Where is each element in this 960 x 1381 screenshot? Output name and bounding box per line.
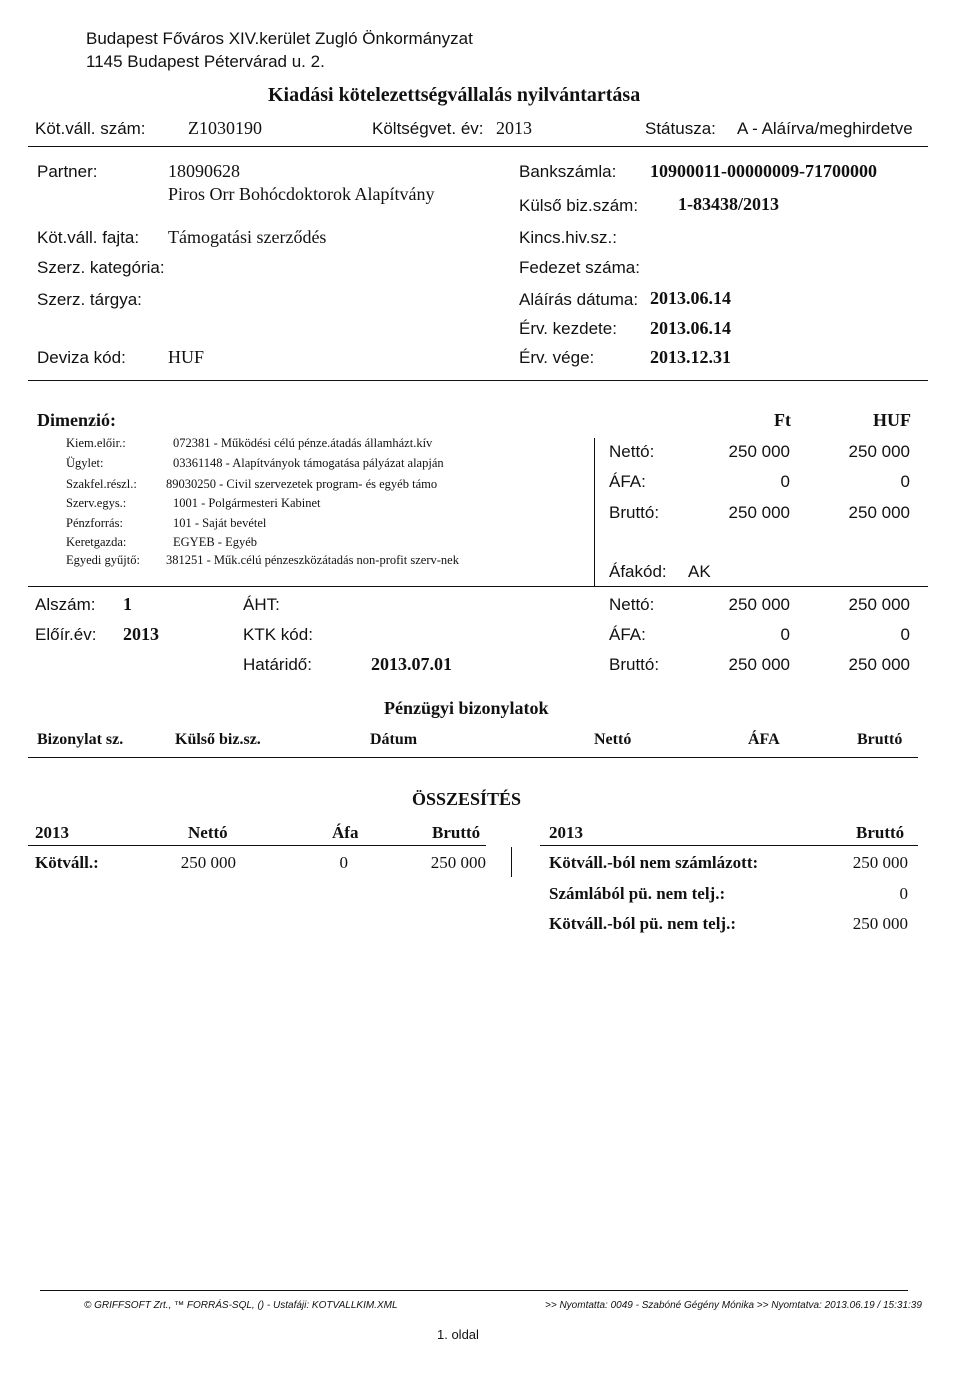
aht-label: ÁHT: [243, 595, 280, 614]
koltsegvet-ev-label: Költségvet. év: [372, 119, 484, 138]
osz-kotvall-netto: 250 000 [180, 853, 236, 872]
header-divider [28, 146, 928, 147]
erv-vege-value: 2013.12.31 [650, 347, 731, 367]
alszam-brutto-label: Bruttó: [609, 655, 660, 674]
dim-value-6: 381251 - Műk.célú pénzeszközátadás non-profit szerv-nek [166, 553, 459, 567]
osz-right-year: 2013 [549, 823, 583, 842]
statusza-label: Státusza: [645, 119, 716, 138]
bankszamla-label: Bankszámla: [519, 162, 617, 181]
penzugyi-divider [28, 757, 918, 758]
col-afa: ÁFA [748, 731, 780, 748]
koltsegvet-ev-value: 2013 [496, 118, 532, 138]
kulso-value: 1-83438/2013 [678, 194, 779, 214]
dim-value-1: 03361148 - Alapítványok támogatása pályázat alapján [173, 456, 444, 470]
col-kulso: Külső biz.sz. [175, 731, 261, 748]
osz-row1-value: 0 [899, 884, 908, 903]
erv-vege-label: Érv. vége: [519, 348, 595, 367]
osszesites-title: ÖSSZESÍTÉS [412, 789, 522, 809]
osz-left-afa-head: Áfa [332, 823, 359, 842]
deviza-label: Deviza kód: [37, 348, 126, 367]
col-datum: Dátum [370, 731, 418, 748]
alszam-label: Alszám: [35, 595, 96, 614]
kotvall-szam-value: Z1030190 [188, 118, 262, 138]
dimenzio-divider [28, 586, 928, 587]
kulso-label: Külső biz.szám: [519, 196, 639, 215]
huf-header: HUF [873, 410, 911, 430]
dim-netto-ft: 250 000 [728, 442, 790, 461]
osz-right-divider [540, 845, 918, 846]
org-name: Budapest Főváros XIV.kerület Zugló Önkormányzat [86, 29, 473, 48]
dim-value-5: EGYEB - Egyéb [173, 535, 258, 549]
dim-brutto-ft: 250 000 [728, 503, 790, 522]
footer-software: © GRIFFSOFT Zrt., ™ FORRÁS-SQL, () - Ustafáji: KOTVALLKIM.XML [84, 1300, 398, 1311]
eloir-label: Előír.év: [35, 625, 97, 644]
osz-left-brutto-head: Bruttó [432, 823, 481, 842]
footer-printed: >> Nyomtatta: 0049 - Szabóné Gégény Mónika >> Nyomtatva: 2013.06.19 / 15:31:39 [545, 1300, 922, 1311]
alszam-value: 1 [123, 594, 132, 614]
dim-afa-huf: 0 [900, 472, 910, 491]
osz-row0-value: 250 000 [852, 853, 908, 872]
bankszamla-value: 10900011-00000009-71700000 [650, 161, 877, 181]
footer-divider [40, 1290, 908, 1291]
ktk-label: KTK kód: [243, 625, 313, 644]
col-netto: Nettó [594, 731, 632, 748]
osz-row2-value: 250 000 [852, 914, 908, 933]
dim-label-5: Keretgazda: [66, 535, 127, 549]
osz-left-netto-head: Nettó [188, 823, 228, 842]
alszam-afa-ft: 0 [780, 625, 790, 644]
statusza-value: A - Aláírva/meghirdetve [737, 119, 913, 138]
dim-label-4: Pénzforrás: [66, 516, 123, 530]
osz-left-year: 2013 [35, 823, 69, 842]
alszam-afa-huf: 0 [900, 625, 910, 644]
alszam-brutto-huf: 250 000 [848, 655, 910, 674]
osz-kotvall-afa: 0 [339, 853, 348, 872]
deviza-value: HUF [168, 347, 205, 367]
dim-netto-label: Nettó: [609, 442, 655, 461]
osz-right-brutto-head: Bruttó [856, 823, 905, 842]
partner-name: Piros Orr Bohócdoktorok Alapítvány [168, 184, 435, 204]
erv-kezdete-label: Érv. kezdete: [519, 319, 617, 338]
osz-kotvall-label: Kötváll.: [35, 853, 99, 872]
alszam-brutto-ft: 250 000 [728, 655, 790, 674]
kincs-label: Kincs.hiv.sz.: [519, 228, 617, 247]
afakod-label: Áfakód: [609, 562, 667, 581]
hatarido-label: Határidő: [243, 655, 312, 674]
fajta-value: Támogatási szerződés [168, 227, 327, 247]
osz-vertical-divider [511, 847, 512, 877]
osz-row2-label: Kötváll.-ból pü. nem telj.: [549, 914, 736, 933]
ft-header: Ft [774, 410, 791, 430]
dim-label-3: Szerv.egys.: [66, 496, 127, 510]
dim-afa-label: ÁFA: [609, 472, 646, 491]
dim-value-3: 1001 - Polgármesteri Kabinet [173, 496, 321, 510]
dim-label-6: Egyedi gyűjtő: [66, 553, 140, 567]
partner-id: 18090628 [168, 161, 240, 181]
dim-afa-ft: 0 [780, 472, 790, 491]
col-brutto: Bruttó [857, 731, 903, 748]
eloir-value: 2013 [123, 624, 159, 644]
alairas-value: 2013.06.14 [650, 288, 731, 308]
osz-kotvall-brutto: 250 000 [430, 853, 486, 872]
kotvall-szam-label: Köt.váll. szám: [35, 119, 146, 138]
dim-netto-huf: 250 000 [848, 442, 910, 461]
dim-value-0: 072381 - Működési célú pénze.átadás államházt.kív [173, 436, 433, 450]
partner-label: Partner: [37, 162, 98, 181]
dim-label-0: Kiem.előir.: [66, 436, 126, 450]
osz-left-divider [28, 845, 486, 846]
fedezet-label: Fedezet száma: [519, 258, 640, 277]
dim-label-1: Ügylet: [66, 456, 104, 470]
alszam-netto-huf: 250 000 [848, 595, 910, 614]
osz-row0-label: Kötváll.-ból nem számlázott: [549, 853, 759, 872]
org-address: 1145 Budapest Pétervárad u. 2. [86, 52, 325, 71]
alszam-netto-ft: 250 000 [728, 595, 790, 614]
fajta-label: Köt.váll. fajta: [37, 228, 140, 247]
dim-value-2: 89030250 - Civil szervezetek program- és egyéb támo [166, 477, 438, 491]
alairas-label: Aláírás dátuma: [519, 290, 639, 309]
afakod-value: AK [688, 562, 711, 581]
alszam-netto-label: Nettó: [609, 595, 655, 614]
dimenzio-title: Dimenzió: [37, 410, 116, 430]
penzugyi-title: Pénzügyi bizonylatok [384, 698, 549, 718]
col-bizonylat: Bizonylat sz. [37, 731, 124, 748]
dimenzio-vertical-divider [594, 438, 595, 586]
dim-brutto-huf: 250 000 [848, 503, 910, 522]
info-divider [28, 380, 928, 381]
erv-kezdete-value: 2013.06.14 [650, 318, 731, 338]
alszam-afa-label: ÁFA: [609, 625, 646, 644]
document-title: Kiadási kötelezettségvállalás nyilvántartása [268, 84, 641, 106]
dim-value-4: 101 - Saját bevétel [173, 516, 267, 530]
dim-label-2: Szakfel.részl.: [66, 477, 137, 491]
page-number: 1. oldal [437, 1327, 479, 1342]
kategoria-label: Szerz. kategória: [37, 258, 165, 277]
osz-row1-label: Számlából pü. nem telj.: [549, 884, 726, 903]
targya-label: Szerz. tárgya: [37, 290, 142, 309]
hatarido-value: 2013.07.01 [371, 654, 452, 674]
dim-brutto-label: Bruttó: [609, 503, 660, 522]
